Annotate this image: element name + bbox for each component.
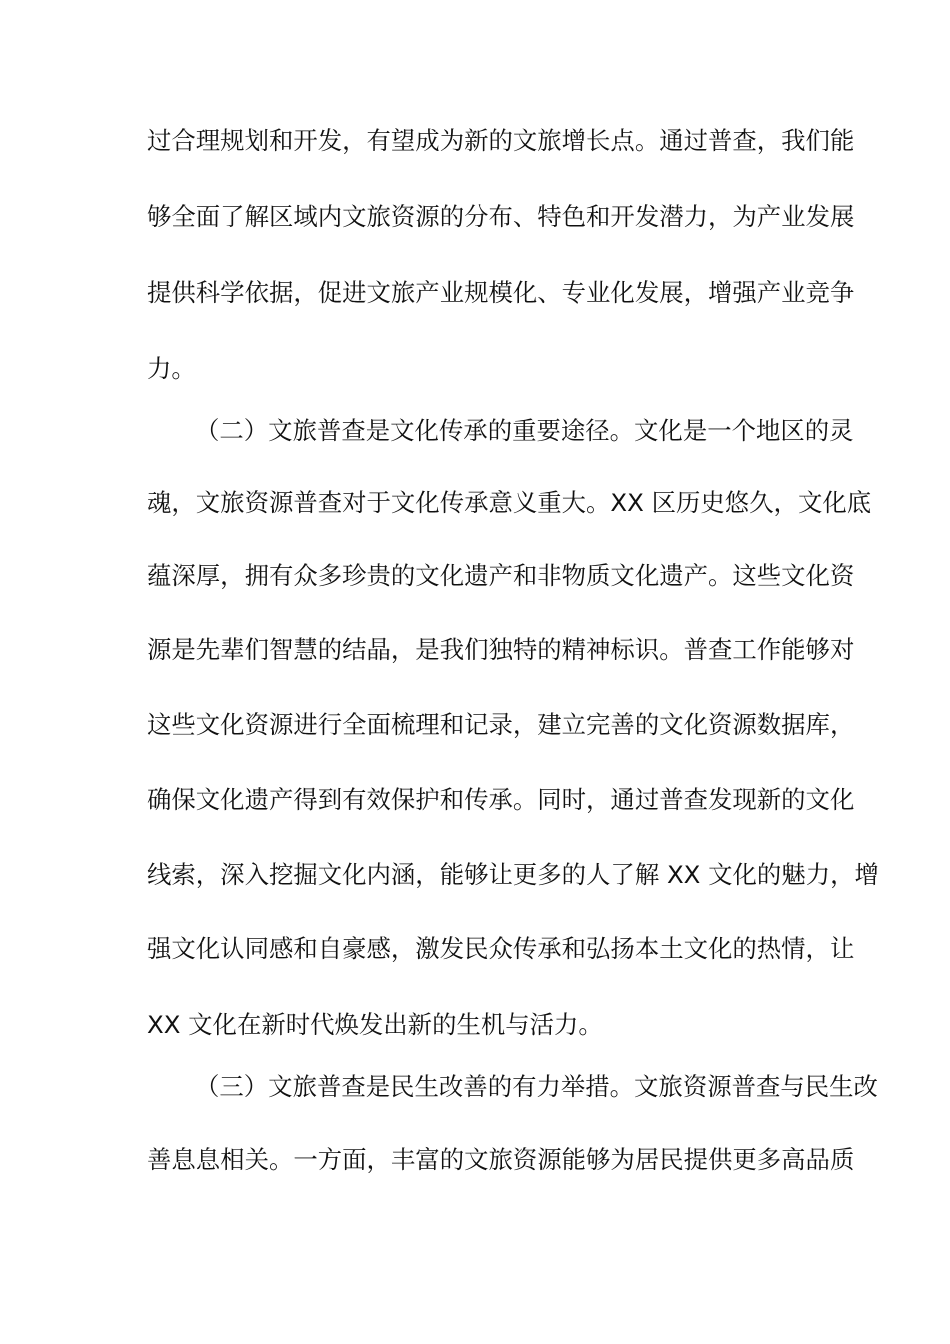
paragraph-1-line-3: 提供科学依据，促进文旅产业规模化、专业化发展，增强产业竞争 [147, 278, 855, 307]
paragraph-2-line-1: （二）文旅普查是文化传承的重要途径。文化是一个地区的灵 [195, 416, 854, 445]
paragraph-1-line-4: 力。 [147, 354, 196, 383]
paragraph-2-line-2: 魂，文旅资源普查对于文化传承意义重大。XX 区历史悠久，文化底 [147, 488, 872, 517]
paragraph-1-line-2: 够全面了解区域内文旅资源的分布、特色和开发潜力，为产业发展 [147, 202, 855, 231]
paragraph-2-line-7: 线索，深入挖掘文化内涵，能够让更多的人了解 XX 文化的魅力，增 [147, 860, 879, 889]
paragraph-2-line-5: 这些文化资源进行全面梳理和记录，建立完善的文化资源数据库， [147, 710, 855, 739]
paragraph-2-line-8: 强文化认同感和自豪感，激发民众传承和弘扬本土文化的热情，让 [147, 934, 855, 963]
paragraph-1-line-1: 过合理规划和开发，有望成为新的文旅增长点。通过普查，我们能 [147, 126, 855, 155]
paragraph-2-line-3: 蕴深厚，拥有众多珍贵的文化遗产和非物质文化遗产。这些文化资 [147, 561, 855, 590]
paragraph-2-line-6: 确保文化遗产得到有效保护和传承。同时，通过普查发现新的文化 [147, 785, 855, 814]
paragraph-3-line-1: （三）文旅普查是民生改善的有力举措。文旅资源普查与民生改 [195, 1072, 878, 1101]
paragraph-3-line-2: 善息息相关。一方面，丰富的文旅资源能够为居民提供更多高品质 [147, 1145, 855, 1174]
paragraph-2-line-9: XX 文化在新时代焕发出新的生机与活力。 [147, 1010, 603, 1039]
paragraph-2-line-4: 源是先辈们智慧的结晶，是我们独特的精神标识。普查工作能够对 [147, 635, 855, 664]
